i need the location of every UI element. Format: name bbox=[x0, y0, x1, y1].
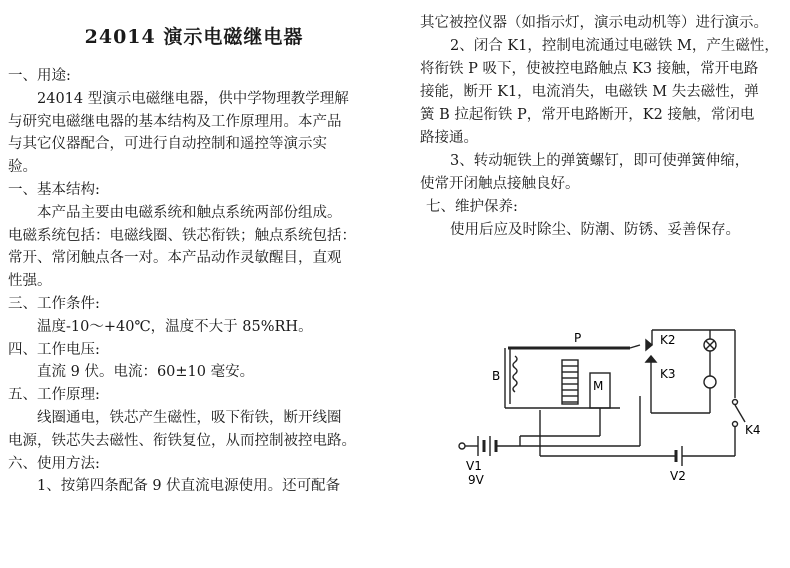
text-line: 将衔铁 P 吸下，使被控电路触点 K3 接触，常开电路 bbox=[420, 61, 759, 77]
text-line: 七、维护保养: bbox=[426, 199, 518, 215]
document-title: 24014 演示电磁继电器 bbox=[84, 26, 304, 48]
relay-circuit-diagram bbox=[440, 318, 780, 518]
text-line: 三、工作条件: bbox=[8, 295, 100, 312]
text-line: 温度-10～+40℃，温度不大于 85%RH。 bbox=[37, 318, 313, 335]
label-v2: V2 bbox=[670, 469, 686, 483]
left-text-block bbox=[8, 65, 380, 498]
text-line: 本产品主要由电磁系统和触点系统两部份组成。 bbox=[37, 204, 342, 221]
text-line: 验。 bbox=[8, 159, 37, 176]
label-k4: K4 bbox=[745, 423, 761, 437]
label-b: B bbox=[492, 369, 501, 383]
text-line: 与研究电磁继电器的基本结构及工作原理用。本产品 bbox=[8, 113, 342, 130]
text-line: 性强。 bbox=[8, 273, 52, 290]
text-line: 电磁系统包括：电磁线圈、铁芯衔铁；触点系统包括： bbox=[8, 227, 356, 244]
right-column bbox=[420, 0, 786, 242]
text-line: 五、工作原理: bbox=[8, 387, 100, 404]
text-line: 接能，断开 K1，电流消失，电磁铁 M 失去磁性，弹 bbox=[420, 84, 759, 100]
text-line: 簧 B 拉起衔铁 P，常开电路断开，K2 接触，常闭电 bbox=[420, 107, 755, 123]
text-line: 1、按第四条配备 9 伏直流电源使用。还可配备 bbox=[37, 478, 341, 495]
text-line: 一、用途: bbox=[8, 68, 71, 84]
text-line: 其它被控仪器（如指示灯，演示电动机等）进行演示。 bbox=[420, 15, 768, 31]
text-line: 四、工作电压: bbox=[8, 341, 100, 358]
text-line: 线圈通电，铁芯产生磁性，吸下衔铁，断开线圈 bbox=[37, 409, 342, 426]
text-line: 六、使用方法: bbox=[8, 455, 100, 472]
text-line: 24014 型演示电磁继电器，供中学物理教学理解 bbox=[37, 90, 349, 107]
text-line: 2、闭合 K1，控制电流通过电磁铁 M，产生磁性， bbox=[450, 38, 779, 54]
left-column bbox=[8, 0, 380, 498]
right-text-block bbox=[420, 12, 786, 242]
text-line: 路接通。 bbox=[420, 130, 478, 146]
text-line: 3、转动轭铁上的弹簧螺钉，即可使弹簧伸缩， bbox=[450, 153, 750, 169]
text-line: 使用后应及时除尘、防潮、防锈、妥善保存。 bbox=[450, 222, 740, 238]
text-line: 常开、常闭触点各一对。本产品动作灵敏醒目，直观 bbox=[8, 250, 342, 267]
text-line: 使常开闭触点接触良好。 bbox=[420, 176, 580, 192]
text-line: 电源，铁芯失去磁性、衔铁复位，从而控制被控电路。 bbox=[8, 432, 356, 449]
label-k3: K3 bbox=[660, 367, 676, 381]
text-line: 一、基本结构: bbox=[8, 181, 100, 198]
label-k2: K2 bbox=[660, 333, 676, 347]
label-9v: 9V bbox=[468, 473, 484, 487]
label-m: M bbox=[593, 379, 604, 393]
text-line: 直流 9 伏。电流：60±10 毫安。 bbox=[37, 364, 255, 381]
text-line: 与其它仪器配合，可进行自动控制和遥控等演示实 bbox=[8, 136, 327, 153]
label-v1: V1 bbox=[466, 459, 482, 473]
label-p: P bbox=[574, 331, 582, 345]
